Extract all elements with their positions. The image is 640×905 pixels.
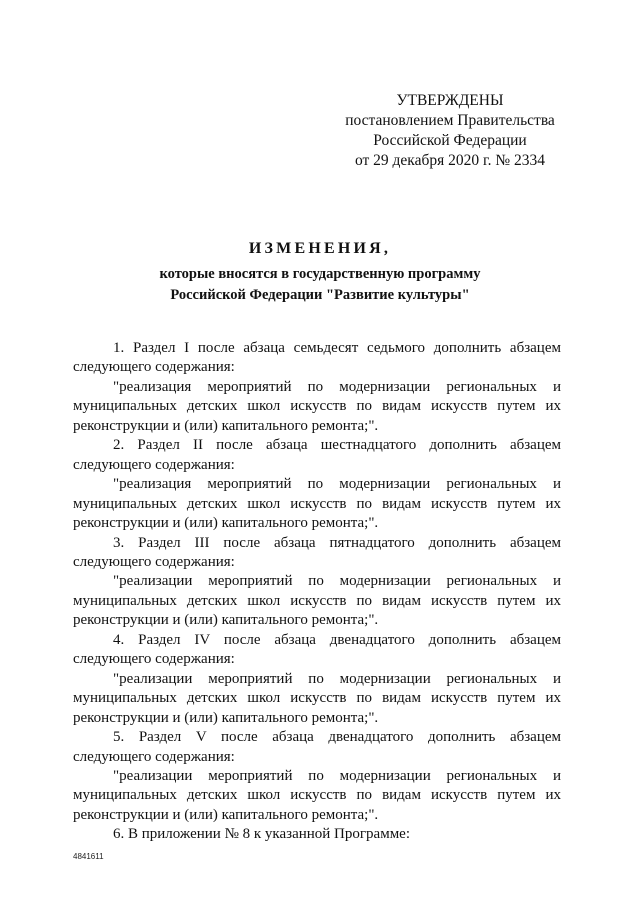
paragraph-item-6: 6. В приложении № 8 к указанной Программе: — [113, 826, 411, 843]
subtitle-line-2: Российской Федерации "Развитие культуры" — [170, 287, 470, 303]
subtitle-line-1: которые вносятся в государственную программу — [159, 266, 481, 282]
document-body — [73, 339, 561, 845]
document-code: 4841611 — [73, 852, 104, 861]
approval-heading: УТВЕРЖДЕНЫ — [396, 92, 504, 109]
paragraph-item-5: 5. Раздел V после абзаца двенадцатого дополнить абзацем следующего содержания: — [73, 729, 561, 765]
paragraph-item-4: 4. Раздел IV после абзаца двенадцатого дополнить абзацем следующего содержания: — [73, 631, 561, 668]
document-title: ИЗМЕНЕНИЯ, — [248, 240, 392, 257]
paragraph-quote-3: "реализации мероприятий по модернизации региональных и муниципальных детских школ искусств по видам искусств путем их реконструкции и (или) капитального ремонта;". — [73, 573, 561, 629]
approval-date-line: от 29 декабря 2020 г. № 2334 — [354, 152, 546, 169]
approval-authority-line: Российской Федерации — [373, 132, 527, 149]
paragraph-item-3: 3. Раздел III после абзаца пятнадцатого дополнить абзацем следующего содержания: — [73, 534, 561, 570]
paragraph-quote-1: "реализация мероприятий по модернизации региональных и муниципальных детских школ искусств по видам искусств путем их реконструкции и (или) капитального ремонта;". — [73, 378, 561, 434]
paragraph-quote-4: "реализации мероприятий по модернизации региональных и муниципальных детских школ искусств по видам искусств путем их реконструкции и (или) капитального ремонта;". — [73, 670, 561, 726]
paragraph-item-1: 1. Раздел I после абзаца семьдесят седьмого дополнить абзацем следующего содержания: — [73, 340, 561, 376]
paragraph-quote-2: "реализация мероприятий по модернизации региональных и муниципальных детских школ искусств по видам искусств путем их реконструкции и (или) капитального ремонта;". — [73, 476, 561, 532]
paragraph-quote-5: "реализации мероприятий по модернизации региональных и муниципальных детских школ искусств по видам искусств путем их реконструкции и (или) капитального ремонта;". — [73, 767, 561, 823]
paragraph-item-2: 2. Раздел II после абзаца шестнадцатого дополнить абзацем следующего содержания: — [73, 437, 561, 473]
approval-stamp — [340, 91, 560, 171]
document-subtitle — [0, 264, 640, 306]
approval-decree-line: постановлением Правительства — [345, 112, 555, 129]
